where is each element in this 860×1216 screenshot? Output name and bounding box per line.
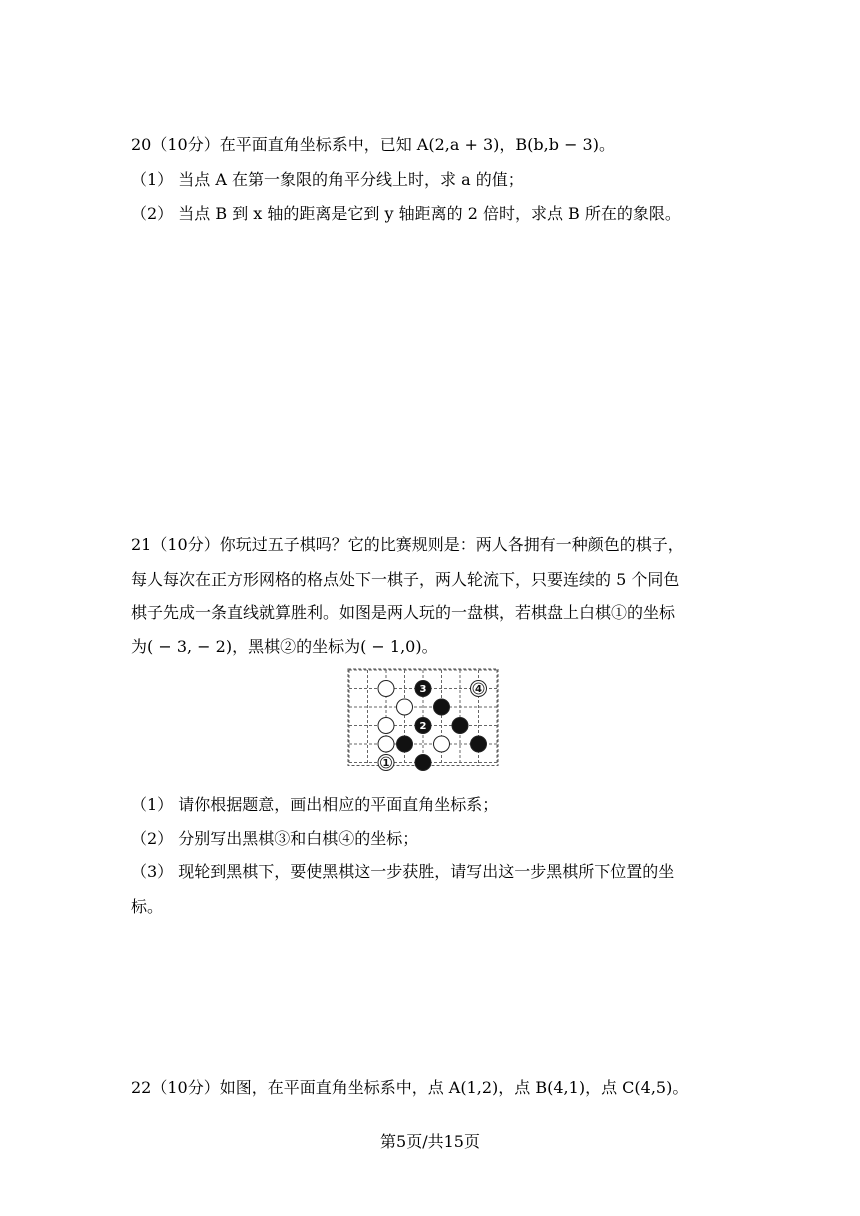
white-stone bbox=[434, 736, 450, 752]
stone-disc bbox=[471, 736, 487, 752]
black-stone bbox=[471, 736, 487, 752]
page-number: 第5页/共15页 bbox=[380, 1132, 480, 1151]
q21-part3-line1: （3） 现轮到黑棋下，要使黑棋这一步获胜，请写出这一步黑棋所下位置的坐 bbox=[131, 862, 675, 881]
gomoku-board-figure bbox=[345, 668, 515, 780]
black-stone bbox=[415, 718, 431, 734]
stone-label: 2 bbox=[419, 721, 427, 732]
stone-label: 1 bbox=[382, 758, 390, 769]
q22-title: 22（10分）如图，在平面直角坐标系中，点 A(1,2)，点 B(4,1)，点 C(4,5)。 bbox=[131, 1078, 689, 1097]
stone-disc bbox=[378, 718, 394, 734]
black-stone bbox=[434, 699, 450, 715]
stone-disc bbox=[378, 681, 394, 697]
q21-stem-line4: 为( − 3, − 2)，黑棋②的坐标为( − 1,0)。 bbox=[131, 637, 438, 656]
white-stone bbox=[397, 699, 413, 715]
q21-stem-line2: 每人每次在正方形网格的格点处下一棋子，两人轮流下，只要连续的 5 个同色 bbox=[131, 570, 680, 589]
q21-stem-line3: 棋子先成一条直线就算胜利。如图是两人玩的一盘棋，若棋盘上白棋①的坐标 bbox=[131, 603, 676, 622]
q21-part2: （2） 分别写出黑棋③和白棋④的坐标； bbox=[131, 829, 419, 848]
q20-part2: （2） 当点 B 到 x 轴的距离是它到 y 轴距离的 2 倍时，求点 B 所在的象限。 bbox=[131, 204, 681, 223]
stone-label: 3 bbox=[419, 684, 427, 695]
stone-disc bbox=[434, 736, 450, 752]
black-stone bbox=[452, 718, 468, 734]
black-stone bbox=[415, 681, 431, 697]
q20-title: 20（10分）在平面直角坐标系中，已知 A(2,a + 3)，B(b,b − 3)。 bbox=[131, 135, 615, 154]
stone-disc bbox=[434, 699, 450, 715]
white-stone bbox=[378, 681, 394, 697]
black-stone bbox=[415, 755, 431, 771]
q20-part1: （1） 当点 A 在第一象限的角平分线上时，求 a 的值； bbox=[131, 170, 524, 189]
q21-stem-line1: 21（10分）你玩过五子棋吗？它的比赛规则是：两人各拥有一种颜色的棋子， bbox=[131, 535, 684, 554]
stone-disc bbox=[397, 736, 413, 752]
white-stone bbox=[378, 718, 394, 734]
q21-part3-line2: 标。 bbox=[131, 897, 164, 916]
stone-label: 4 bbox=[475, 684, 482, 695]
black-stone bbox=[397, 736, 413, 752]
stone-disc bbox=[397, 699, 413, 715]
stone-disc bbox=[452, 718, 468, 734]
stone-disc bbox=[378, 736, 394, 752]
q21-part1: （1） 请你根据题意，画出相应的平面直角坐标系； bbox=[131, 795, 499, 814]
white-stone bbox=[471, 681, 487, 697]
gomoku-board bbox=[345, 668, 515, 780]
white-stone bbox=[378, 736, 394, 752]
stone-disc bbox=[415, 755, 431, 771]
white-stone bbox=[378, 755, 394, 771]
